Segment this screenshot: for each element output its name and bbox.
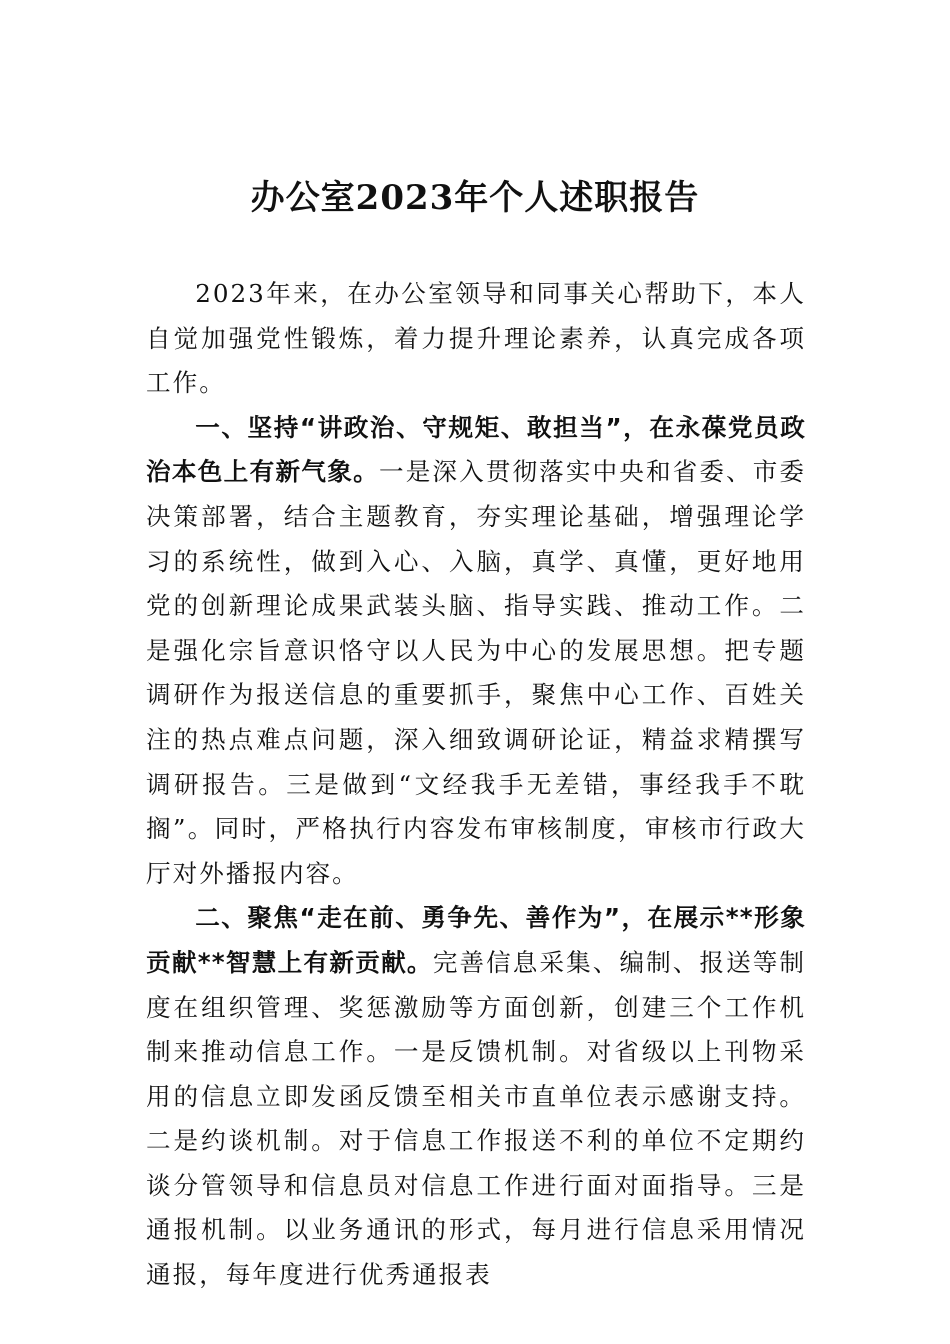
section-heading: 一、坚持“讲政治、守规矩、敢担当”，在永葆党员政治本色上有新气象。: [146, 412, 806, 487]
document-title: 办公室2023年个人述职报告: [250, 178, 700, 218]
paragraph-intro: [146, 272, 806, 406]
paragraph-section-1: [146, 406, 806, 897]
section-heading: 二、聚焦“走在前、勇争先、善作为”，在展示**形象贡献**智慧上有新贡献。: [146, 903, 806, 977]
paragraph-section-2: [146, 896, 806, 1297]
document-body: [146, 272, 806, 1298]
paragraph-text: 完善信息采集、编制、报送等制度在组织管理、奖惩激励等方面创新，创建三个工作机制来推动信息工作。一是反馈机制。对省级以上刊物采用的信息立即发函反馈至相关市直单位表示感谢支持。二是约谈机制。对于信息工作报送不利的单位不定期约谈分管领导和信息员对信息工作进行面对面指导。三是通报机制。以业务通讯的形式，每月进行信息采用情况通报，每年度进行优秀通报表: [146, 947, 806, 1290]
paragraph-text: 一是深入贯彻落实中央和省委、市委决策部署，结合主题教育，夯实理论基础，增强理论学习的系统性，做到入心、入脑，真学、真懂，更好地用党的创新理论成果武装头脑、指导实践、推动工作。二是强化宗旨意识恪守以人民为中心的发展思想。把专题调研作为报送信息的重要抓手，聚焦中心工作、百姓关注的热点难点问题，深入细致调研论证，精益求精撰写调研报告。三是做到“文经我手无差错，事经我手不耽搁”。同时，严格执行内容发布审核制度，审核市行政大厅对外播报内容。: [146, 457, 806, 888]
paragraph-text: 2023年来，在办公室领导和同事关心帮助下，本人自觉加强党性锻炼，着力提升理论素养，认真完成各项工作。: [146, 279, 806, 398]
